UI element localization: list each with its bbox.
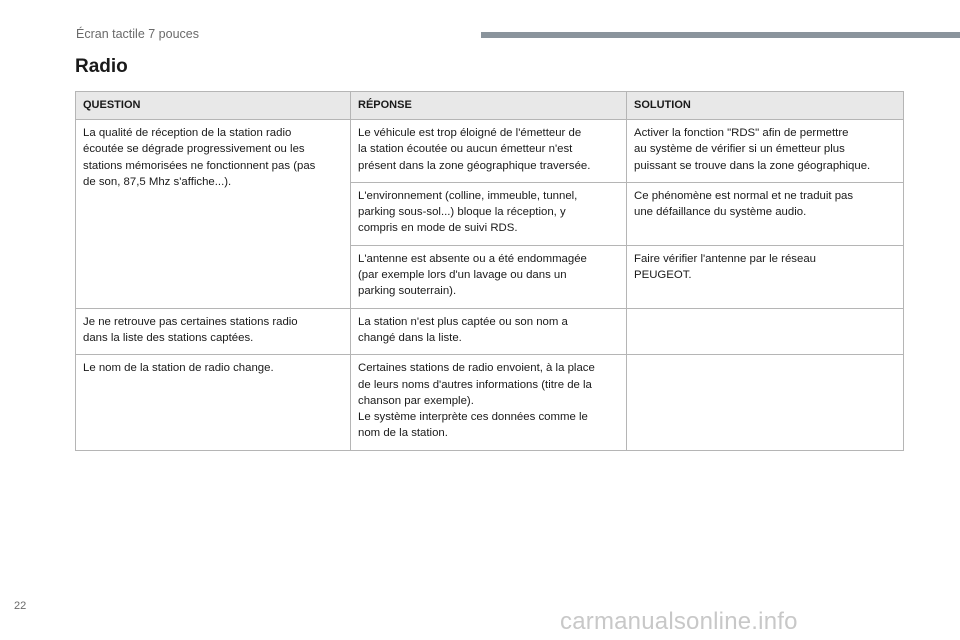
question-cell xyxy=(76,308,351,355)
table-row xyxy=(76,120,904,183)
answer-text: L'antenne est absente ou a été endommagée (par exemple lors d'un lavage ou dans un parking souterrain). xyxy=(358,252,587,298)
solution-cell xyxy=(627,355,904,450)
section-header: Écran tactile 7 pouces xyxy=(76,27,199,41)
solution-cell xyxy=(627,182,904,245)
table-header-row xyxy=(76,92,904,120)
column-header-answer: RÉPONSE xyxy=(351,92,627,120)
troubleshooting-table xyxy=(75,91,904,451)
page-title: Radio xyxy=(75,56,128,77)
answer-text: La station n'est plus captée ou son nom a changé dans la liste. xyxy=(358,315,568,344)
question-text: Je ne retrouve pas certaines stations radio dans la liste des stations captées. xyxy=(83,315,298,344)
answer-text: L'environnement (colline, immeuble, tunnel, parking sous-sol...) bloque la réception, y compris en mode de suivi RDS. xyxy=(358,189,578,235)
page-number: 22 xyxy=(14,600,27,612)
solution-text: Faire vérifier l'antenne par le réseau PEUGEOT. xyxy=(634,252,816,282)
question-text: Le nom de la station de radio change. xyxy=(83,362,274,375)
solution-cell xyxy=(627,308,904,355)
answer-cell xyxy=(351,182,627,245)
watermark: carmanualsonline.info xyxy=(560,608,798,635)
answer-cell xyxy=(351,308,627,355)
question-text: La qualité de réception de la station radio écoutée se dégrade progressivement ou les stations mémorisées ne fonctionnent pas (pas de son, 87,5 Mhz s'affiche...). xyxy=(83,127,316,188)
answer-cell xyxy=(351,355,627,450)
table-row xyxy=(76,355,904,450)
answer-cell xyxy=(351,245,627,308)
question-cell xyxy=(76,120,351,309)
question-cell xyxy=(76,355,351,450)
column-header-question: QUESTION xyxy=(76,92,351,120)
table-row xyxy=(76,308,904,355)
solution-cell xyxy=(627,245,904,308)
answer-text: Le véhicule est trop éloigné de l'émetteur de la station écoutée ou aucun émetteur n'est présent dans la zone géographique traversée. xyxy=(358,127,591,172)
column-header-solution: SOLUTION xyxy=(627,92,904,120)
solution-text: Activer la fonction "RDS" afin de permettre au système de vérifier si un émetteur plus puissant se trouve dans la zone géographique. xyxy=(634,127,871,172)
solution-cell xyxy=(627,120,904,183)
header-divider-bar xyxy=(481,32,960,38)
answer-text: Certaines stations de radio envoient, à la place de leurs noms d'autres informations (titre de la chanson par exemple). Le système interprète ces données comme le nom de la station. xyxy=(358,362,595,440)
answer-cell xyxy=(351,120,627,183)
solution-text: Ce phénomène est normal et ne traduit pas une défaillance du système audio. xyxy=(634,189,854,219)
